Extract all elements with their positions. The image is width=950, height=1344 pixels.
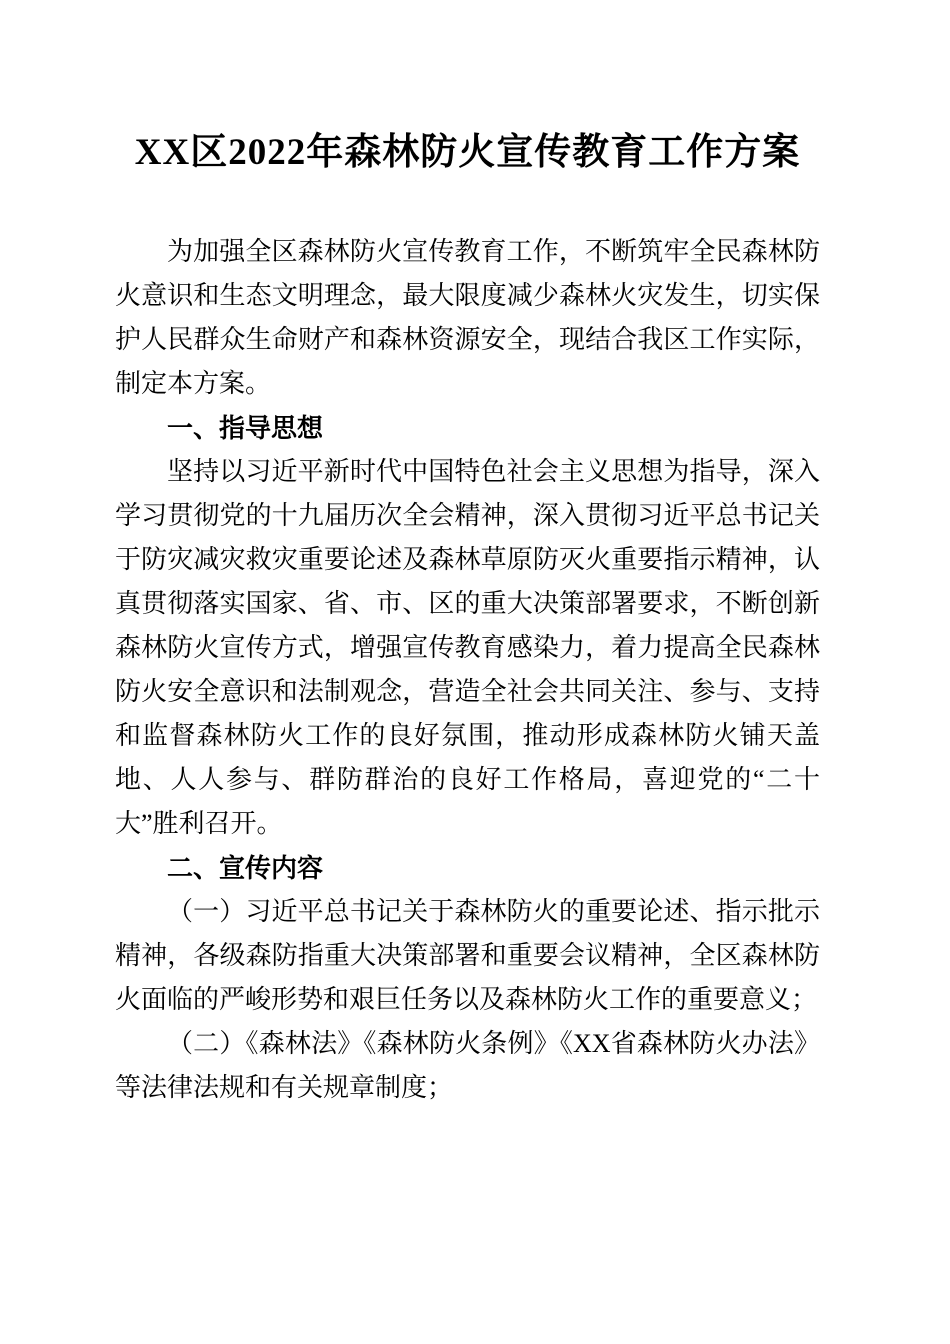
paragraph-content-item-1: （一）习近平总书记关于森林防火的重要论述、指示批示精神，各级森防指重大决策部署和重要会议精神，全区森林防火面临的严峻形势和艰巨任务以及森林防火工作的重要意义； xyxy=(115,897,820,1014)
heading-publicity-content: 二、宣传内容 xyxy=(167,853,324,883)
heading-guiding-ideology: 一、指导思想 xyxy=(167,413,324,443)
paragraph-intro: 为加强全区森林防火宣传教育工作，不断筑牢全民森林防火意识和生态文明理念，最大限度减少森林火灾发生，切实保护人民群众生命财产和森林资源安全，现结合我区工作实际，制定本方案。 xyxy=(115,237,820,398)
paragraph-content-item-2: （二）《森林法》《森林防火条例》《XX省森林防火办法》等法律法规和有关规章制度； xyxy=(115,1029,820,1102)
document-title: XX区2022年森林防火宣传教育工作方案 xyxy=(134,132,801,173)
paragraph-guiding-ideology: 坚持以习近平新时代中国特色社会主义思想为指导，深入学习贯彻党的十九届历次全会精神，深入贯彻习近平总书记关于防灾减灾救灾重要论述及森林草原防灭火重要指示精神，认真贯彻落实国家、省、市、区的重大决策部署要求，不断创新森林防火宣传方式，增强宣传教育感染力，着力提高全民森林防火安全意识和法制观念，营造全社会共同关注、参与、支持和监督森林防火工作的良好氛围，推动形成森林防火铺天盖地、人人参与、群防群治的良好工作格局，喜迎党的“二十大”胜利召开。 xyxy=(115,457,820,838)
